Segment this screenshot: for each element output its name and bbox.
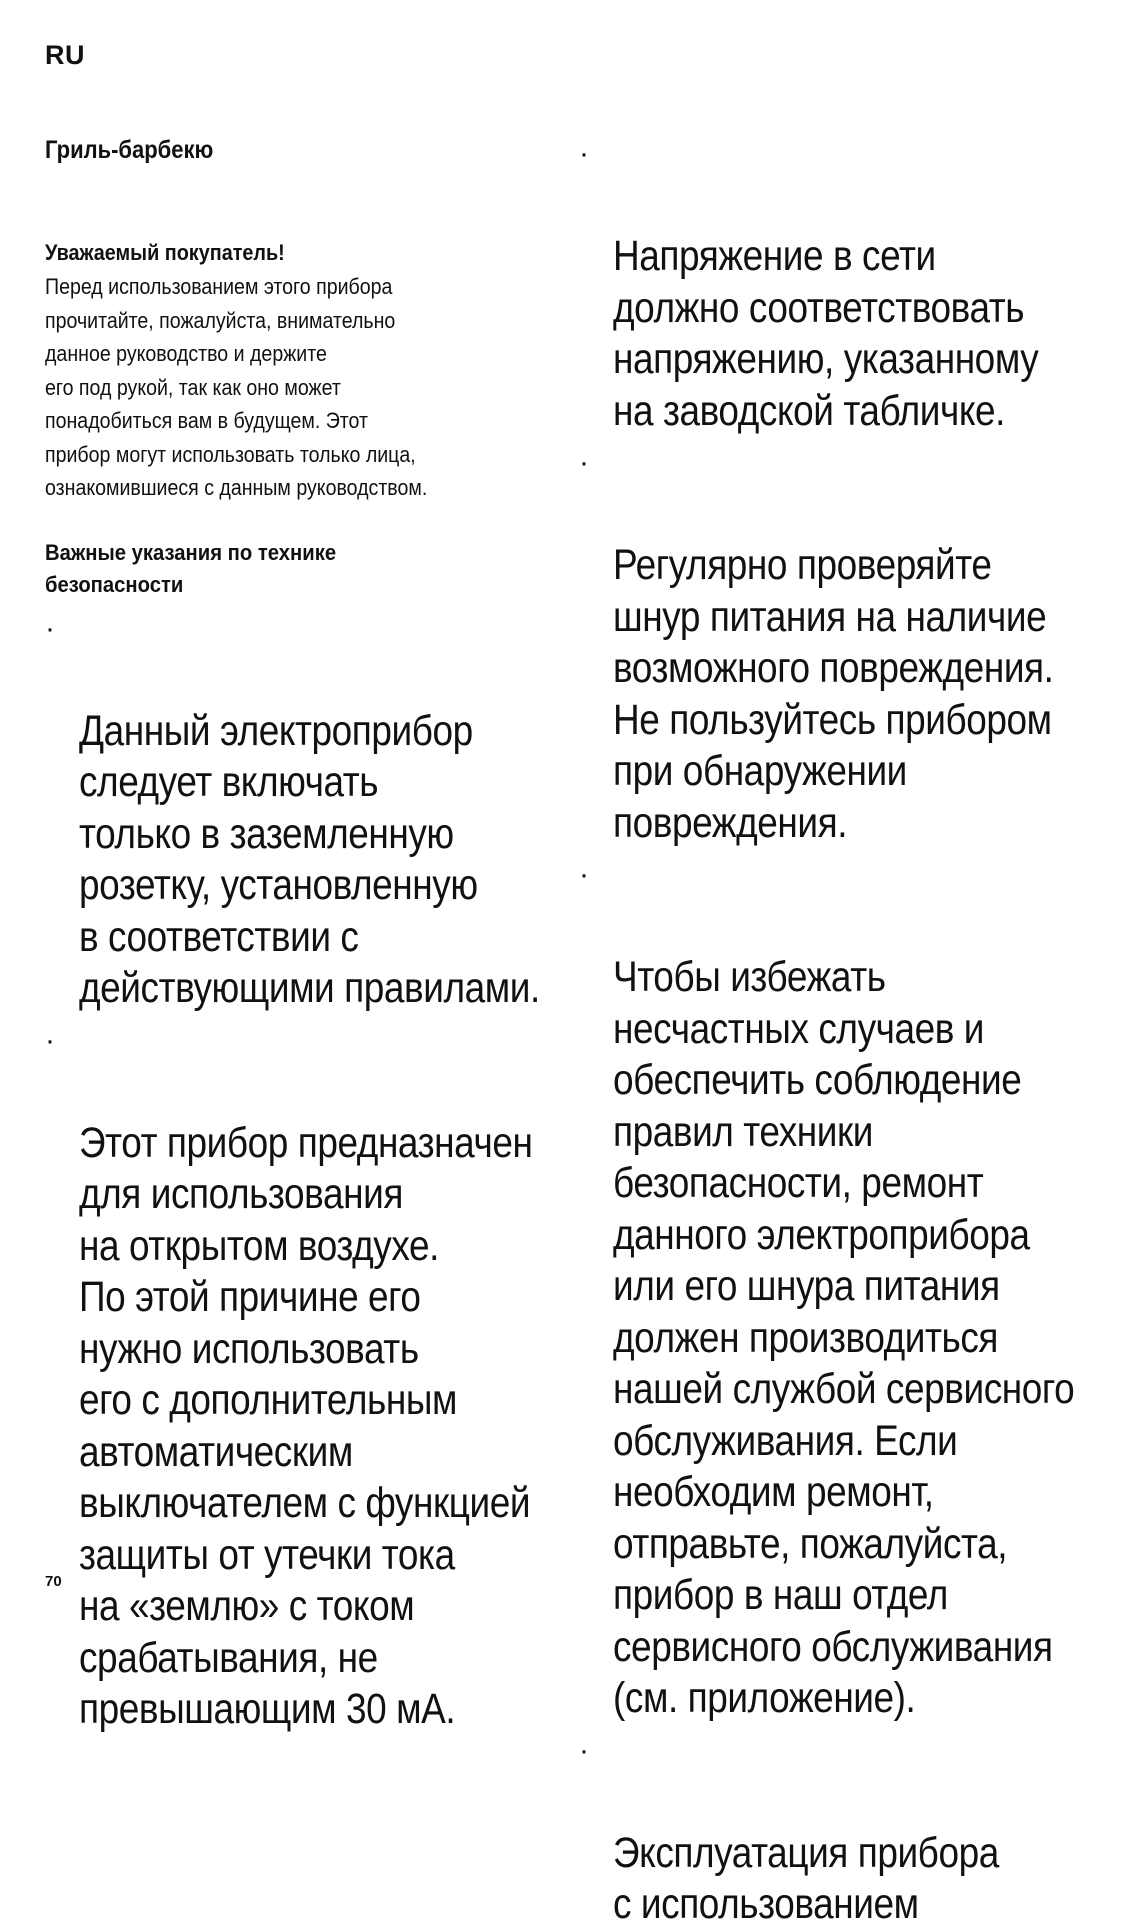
safety-item — [45, 603, 605, 1015]
safety-item — [579, 437, 1119, 849]
safety-item-text: Чтобы избежать несчастных случаев и обеспечить соблюдение правил техники безопасности, ремонт данного электроприбора или его шнура питания должен производиться нашей службой сервисного обслуживания. Если необходим ремонт, отправьте, пожалуйста, прибор в наш отдел сервисного обслуживания (см. приложение). — [613, 953, 1075, 1722]
intro-paragraph: Перед использованием этого прибора прочитайте, пожалуйста, внимательно данное руководство и держите его под рукой, так как оно может понадобиться вам в будущем. Этот прибор могут использовать только лица, ознакомившиеся с данным руководством. — [45, 274, 428, 500]
document-title: Гриль-барбекю — [45, 136, 214, 164]
safety-heading: Важные указания по технике безопасности — [45, 539, 337, 597]
greeting-heading: Уважаемый покупатель! — [45, 240, 285, 265]
bullet-dot-icon: · — [45, 611, 55, 645]
right-column — [579, 128, 1119, 1931]
safety-item — [579, 1725, 1119, 1931]
safety-list-left — [45, 603, 605, 1736]
bullet-dot-icon: · — [579, 137, 589, 170]
bullet-dot-icon: · — [579, 1733, 589, 1767]
safety-item-text: Данный электроприбор следует включать только в заземленную розетку, установленную в соответствии с действующими правилами. — [79, 706, 540, 1012]
language-code: RU — [45, 40, 85, 70]
safety-list-right — [579, 128, 1119, 1931]
safety-item — [579, 849, 1119, 1725]
safety-item-text: Регулярно проверяйте шнур питания на наличие возможного повреждения. Не пользуйтесь прибором при обнаружении повреждения. — [613, 541, 1054, 847]
safety-item-text: Этот прибор предназначен для использования на открытом воздухе. По этой причине его нужно использовать его с дополнительным автоматическим выключателем с функцией защиты от утечки тока на «землю» с током срабатывания, не превышающим 30 мА. — [79, 1118, 533, 1733]
safety-item — [579, 128, 1119, 437]
bullet-dot-icon: · — [45, 1023, 55, 1057]
safety-item-text: Напряжение в сети должно соответствовать напряжению, указанному на заводской табличке. — [613, 232, 1039, 435]
left-column — [45, 236, 605, 1736]
bullet-dot-icon: · — [579, 858, 589, 891]
bullet-dot-icon: · — [579, 446, 589, 479]
safety-item — [45, 1015, 605, 1736]
page-number: 70 — [45, 1573, 62, 1590]
safety-item-text: Эксплуатация прибора с использованием — [613, 1828, 999, 1928]
